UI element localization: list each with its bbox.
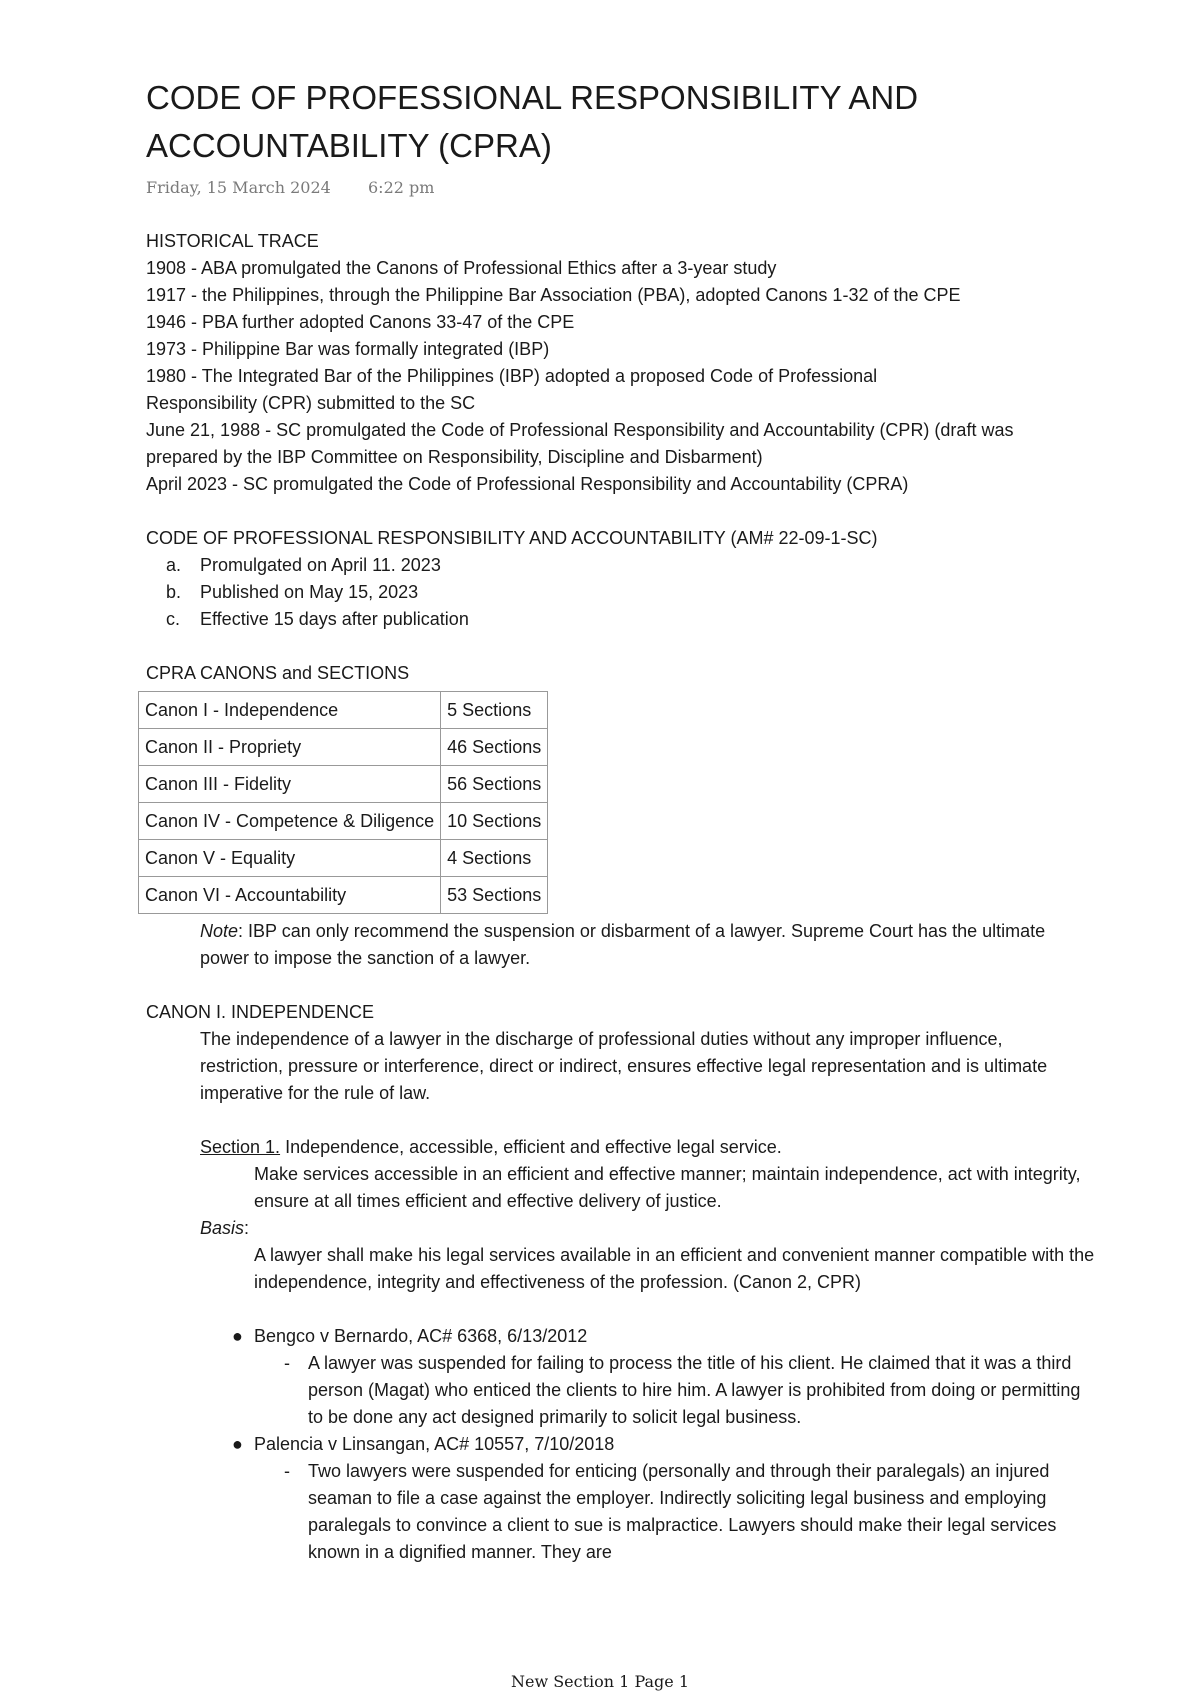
basis-label: Basis	[200, 1218, 245, 1238]
historical-line: 1973 - Philippine Bar was formally integrated (IBP)	[146, 339, 550, 359]
basis-body: A lawyer shall make his legal services available in an efficient and convenient manner compatible with the independence, integrity and effectiveness of the profession. (Canon 2, CPR)	[254, 1245, 1095, 1292]
page-date: Friday, 15 March 2024	[146, 178, 331, 197]
note-label: Note	[200, 921, 239, 941]
spacer	[146, 1107, 1146, 1134]
table-cell-canon: Canon I - Independence	[139, 692, 441, 729]
historical-line: June 21, 1988 - SC promulgated the Code of Professional Responsibility and Accountability (CPR) (draft was prepared by the IBP Committee on Responsibility, Discipline and Disbarment)	[146, 420, 1014, 467]
table-cell-canon: Canon IV - Competence & Diligence	[139, 803, 441, 840]
historical-line: 1946 - PBA further adopted Canons 33-47 of the CPE	[146, 312, 575, 332]
historical-line: 1980 - The Integrated Bar of the Philippines (IBP) adopted a proposed Code of Professional Responsibility (CPR) submitted to the SC	[146, 366, 878, 413]
section-title: Independence, accessible, efficient and effective legal service.	[280, 1137, 782, 1157]
list-marker: c.	[166, 609, 181, 629]
table-cell-sections: 56 Sections	[441, 766, 548, 803]
page-title: CODE OF PROFESSIONAL RESPONSIBILITY AND ACCOUNTABILITY (CPRA)	[146, 79, 919, 164]
list-item-text: Effective 15 days after publication	[200, 609, 469, 629]
case-note-text: A lawyer was suspended for failing to process the title of his client. He claimed that it was a third person (Magat) who enticed the clients to hire him. A lawyer is prohibited from doing or permitting to be done any act designed primarily to solicit legal business.	[308, 1353, 1081, 1427]
canon1-intro: The independence of a lawyer in the discharge of professional duties without any improper influence, restriction, pressure or interference, direct or indirect, ensures effective legal representation and is ultimate imperative for the rule of law.	[200, 1029, 1048, 1103]
bullet-icon: ●	[232, 1434, 243, 1454]
canons-table	[138, 691, 548, 914]
case-list	[146, 1323, 1146, 1350]
table-row	[139, 766, 548, 803]
case-note	[146, 1350, 1146, 1431]
table-cell-canon: Canon VI - Accountability	[139, 877, 441, 914]
spacer	[146, 498, 1146, 525]
table-row	[139, 803, 548, 840]
basis-colon: :	[244, 1218, 250, 1238]
case-name: Palencia v Linsangan, AC# 10557, 7/10/2018	[254, 1434, 615, 1454]
table-row	[139, 692, 548, 729]
section-1-heading	[146, 1134, 1146, 1161]
table-cell-canon: Canon II - Propriety	[139, 729, 441, 766]
dash-icon: -	[284, 1461, 290, 1481]
list-marker: b.	[166, 582, 182, 602]
list-item	[146, 579, 1146, 606]
list-item	[146, 606, 1146, 633]
table-cell-sections: 5 Sections	[441, 692, 548, 729]
historical-line: April 2023 - SC promulgated the Code of Professional Responsibility and Accountability (CPRA)	[146, 474, 909, 494]
dash-icon: -	[284, 1353, 290, 1373]
cpra-list	[146, 552, 1146, 633]
table-row	[139, 840, 548, 877]
table-cell-canon: Canon V - Equality	[139, 840, 441, 877]
page-footer: New Section 1 Page 1	[510, 1672, 690, 1691]
table-cell-sections: 53 Sections	[441, 877, 548, 914]
note-text: : IBP can only recommend the suspension or disbarment of a lawyer. Supreme Court has the ultimate power to impose the sanction of a lawyer.	[200, 921, 1046, 968]
case-item	[146, 1431, 1146, 1458]
spacer	[146, 1296, 1146, 1323]
cpra-heading: CODE OF PROFESSIONAL RESPONSIBILITY AND ACCOUNTABILITY (AM# 22-09-1-SC)	[146, 528, 878, 548]
page-body	[146, 228, 1146, 1566]
table-cell-sections: 4 Sections	[441, 840, 548, 877]
canons-table-heading: CPRA CANONS and SECTIONS	[146, 663, 410, 683]
case-note-text: Two lawyers were suspended for enticing (personally and through their paralegals) an injured seaman to file a case against the employer. Indirectly soliciting legal business and employing paralegals to convince a client to sue is malpractice. Lawyers should make their legal services known in a dignified manner. They are	[308, 1461, 1057, 1562]
page-meta	[146, 178, 435, 197]
table-cell-sections: 46 Sections	[441, 729, 548, 766]
list-marker: a.	[166, 555, 182, 575]
section-label: Section 1.	[200, 1137, 281, 1157]
historical-line: 1908 - ABA promulgated the Canons of Professional Ethics after a 3-year study	[146, 258, 777, 278]
list-item-text: Published on May 15, 2023	[200, 582, 419, 602]
page-time: 6:22 pm	[368, 178, 435, 197]
spacer	[146, 633, 1146, 660]
table-row	[139, 877, 548, 914]
list-item	[146, 552, 1146, 579]
section-1-body: Make services accessible in an efficient and effective manner; maintain independence, act with integrity, ensure at all times efficient and effective delivery of justice.	[254, 1164, 1081, 1211]
bullet-icon: ●	[232, 1326, 243, 1346]
table-cell-canon: Canon III - Fidelity	[139, 766, 441, 803]
case-list	[146, 1431, 1146, 1458]
canon1-heading: CANON I. INDEPENDENCE	[146, 1002, 375, 1022]
spacer	[146, 972, 1146, 999]
case-note	[146, 1458, 1146, 1566]
basis-heading	[146, 1215, 1146, 1242]
table-cell-sections: 10 Sections	[441, 803, 548, 840]
historical-heading: HISTORICAL TRACE	[146, 231, 319, 251]
list-item-text: Promulgated on April 11. 2023	[200, 555, 441, 575]
historical-line: 1917 - the Philippines, through the Philippine Bar Association (PBA), adopted Canons 1-32 of the CPE	[146, 285, 961, 305]
table-note	[146, 918, 1146, 972]
case-name: Bengco v Bernardo, AC# 6368, 6/13/2012	[254, 1326, 588, 1346]
case-item	[146, 1323, 1146, 1350]
table-row	[139, 729, 548, 766]
